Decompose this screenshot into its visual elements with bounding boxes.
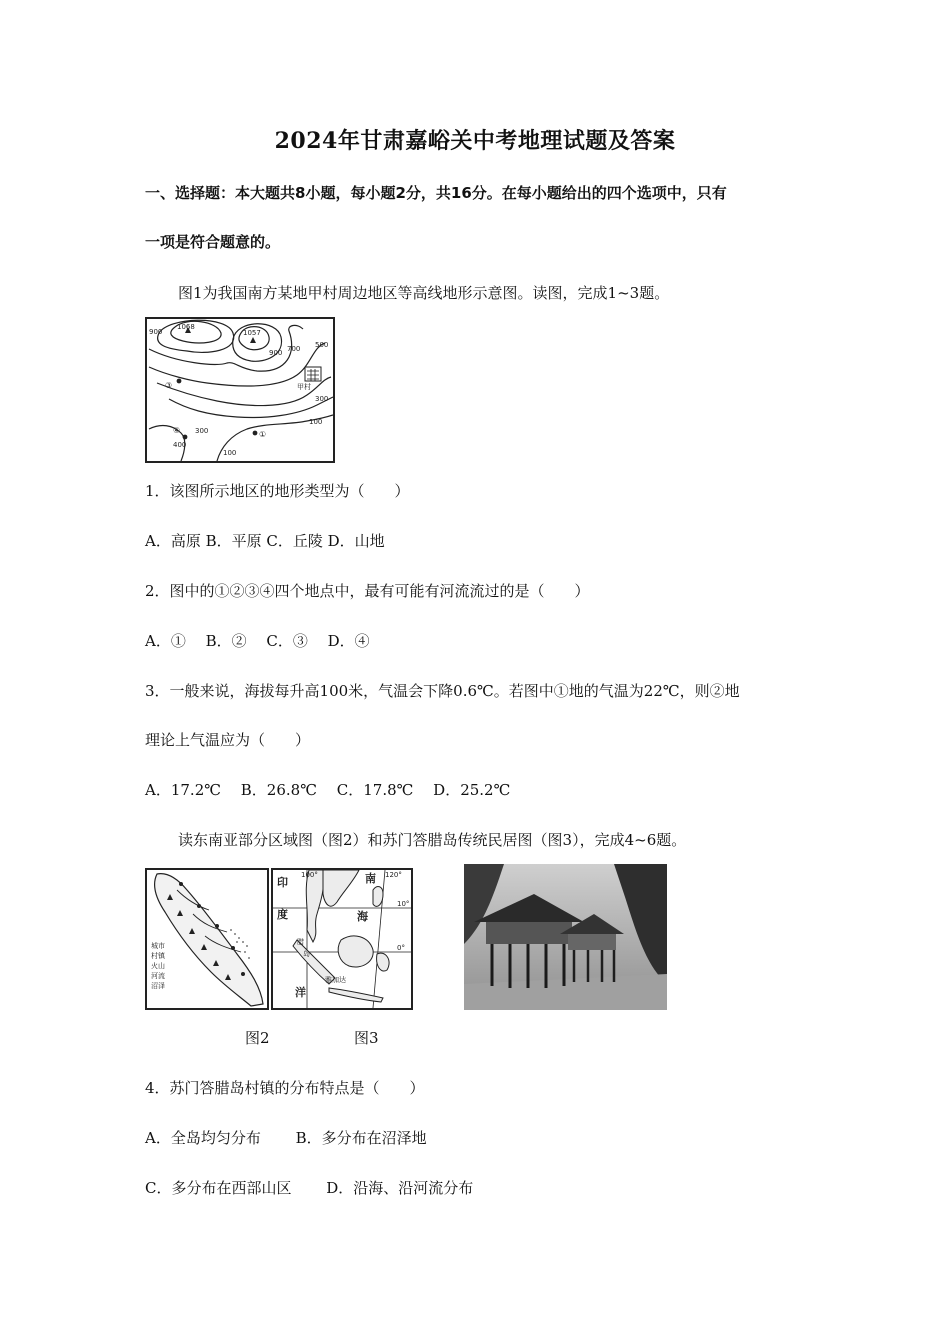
label-700: 700 [287, 345, 301, 353]
legend-village: 村镇 [151, 952, 165, 960]
figure2-sumatra-map [145, 868, 269, 1010]
label-300a: 300 [315, 395, 329, 403]
inset-map-svg [273, 870, 411, 1008]
figure2-inset-map [271, 868, 413, 1010]
label-point-1: ① [259, 430, 267, 439]
label-900b: 900 [269, 349, 283, 357]
peak-triangle-1057 [250, 337, 256, 343]
figure2-caption: 图2 [245, 1029, 270, 1047]
label-100deg: 100° [301, 871, 318, 879]
label-village: 甲村 [297, 383, 311, 391]
question-2-stem: 2．图中的①②③④四个地点中，最有可能有河流流过的是（ ） [145, 582, 590, 600]
label-300b: 300 [195, 427, 209, 435]
point-4-dot [183, 435, 188, 440]
label-1057: 1057 [243, 329, 261, 337]
legend-city: 城市 [151, 942, 165, 950]
stilt-house-svg [464, 864, 667, 1010]
label-900a: 900 [149, 328, 163, 336]
label-du: 度 [277, 908, 288, 921]
label-jakarta: 雅加达 [325, 976, 346, 984]
label-100a: 100 [309, 418, 323, 426]
label-dao: 岛 [303, 950, 310, 958]
sumatra-island [155, 874, 263, 1006]
contour-map-svg [147, 319, 333, 461]
question-2-options: A．① B．② C．③ D．④ [145, 632, 370, 650]
question-1-stem: 1．该图所示地区的地形类型为（ ） [145, 482, 410, 500]
intro-figure2-3: 读东南亚部分区域图（图2）和苏门答腊岛传统民居图（图3），完成4~6题。 [178, 831, 687, 849]
label-la: 腊 [297, 938, 304, 946]
label-nan: 南 [365, 872, 376, 885]
label-10deg: 10° [397, 900, 410, 908]
point-1-dot [253, 431, 258, 436]
question-4-options-ab: A．全岛均匀分布 B．多分布在沼泽地 [145, 1129, 427, 1147]
question-3-options: A．17.2℃ B．26.8℃ C．17.8℃ D．25.2℃ [145, 781, 511, 799]
question-3-stem-line1: 3．一般来说，海拔每升高100米，气温会下降0.6℃。若图中①地的气温为22℃，则②地 [145, 682, 740, 700]
label-400: 400 [173, 441, 187, 449]
label-1068: 1068 [177, 323, 195, 331]
section-heading-line2: 一项是符合题意的。 [145, 233, 281, 251]
point-3-dot [177, 379, 182, 384]
figure1-contour-map [145, 317, 335, 463]
page-title: 2024年甘肃嘉峪关中考地理试题及答案 [274, 128, 676, 154]
sumatra-map-svg [147, 870, 267, 1008]
label-point-3: ③ [165, 381, 173, 390]
label-0deg: 0° [397, 944, 405, 952]
legend-volcano: 火山 [151, 962, 165, 970]
question-1-options: A．高原 B．平原 C．丘陵 D．山地 [145, 532, 385, 550]
intro-figure1: 图1为我国南方某地甲村周边地区等高线地形示意图。读图，完成1~3题。 [178, 284, 670, 302]
section-heading-line1: 一、选择题：本大题共8小题，每小题2分，共16分。在每小题给出的四个选项中，只有 [145, 184, 727, 202]
label-100b: 100 [223, 449, 237, 457]
label-point-4: ④ [173, 426, 181, 435]
label-120deg: 120° [385, 871, 402, 879]
label-500: 500 [315, 341, 329, 349]
legend-river: 河流 [151, 972, 165, 980]
label-hai: 海 [357, 910, 368, 923]
question-3-stem-line2: 理论上气温应为（ ） [145, 731, 311, 749]
figure3-stilt-house-photo [464, 864, 667, 1010]
label-yang: 洋 [295, 986, 306, 999]
question-4-stem: 4．苏门答腊岛村镇的分布特点是（ ） [145, 1079, 425, 1097]
label-yin: 印 [277, 876, 288, 889]
question-4-options-cd: C．多分布在西部山区 D．沿海、沿河流分布 [145, 1179, 474, 1197]
figure3-caption: 图3 [354, 1029, 379, 1047]
legend-swamp: 沼泽 [151, 982, 165, 990]
